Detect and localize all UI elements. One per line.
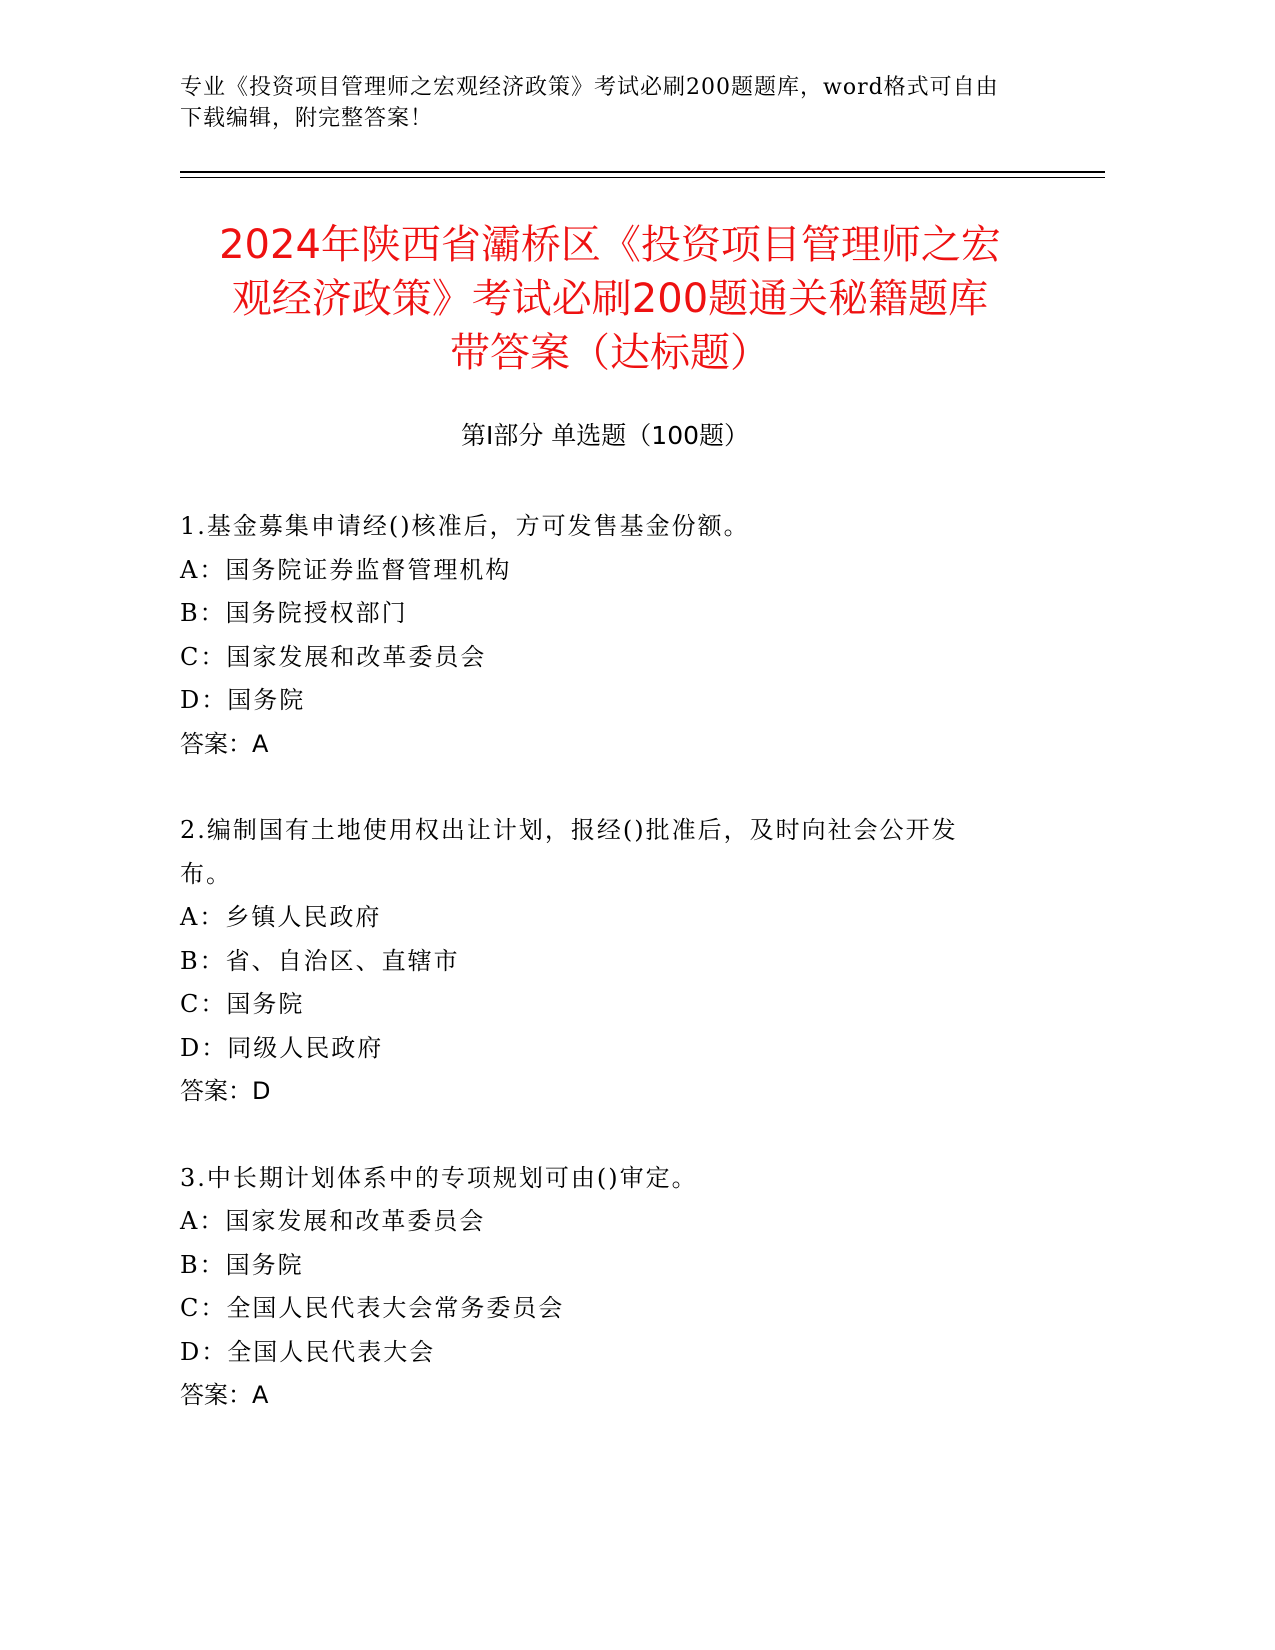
header-divider-thin <box>180 177 1105 178</box>
document-title <box>150 218 1070 380</box>
option-d: D：同级人民政府 <box>180 1033 384 1062</box>
question-3 <box>180 1157 1030 1418</box>
header-line-1: 专业《投资项目管理师之宏观经济政策》考试必刷200题题库，word格式可自由 <box>180 75 999 100</box>
option-c: C：国家发展和改革委员会 <box>180 642 487 671</box>
option-b: B：国务院 <box>180 1250 304 1279</box>
option-d: D：国务院 <box>180 686 306 714</box>
question-2 <box>180 809 1030 1114</box>
header-divider-thick <box>180 171 1105 173</box>
answer: 答案：A <box>180 729 269 758</box>
page-header <box>180 72 1040 134</box>
option-b: B：国务院授权部门 <box>180 599 408 627</box>
option-b: B：省、自治区、直辖市 <box>180 946 460 975</box>
header-line-2: 下载编辑，附完整答案！ <box>180 106 434 131</box>
option-a: A：国家发展和改革委员会 <box>180 1207 486 1235</box>
option-d: D：全国人民代表大会 <box>180 1337 436 1366</box>
title-line-2: 观经济政策》考试必刷200题通关秘籍题库 <box>231 276 989 322</box>
question-stem: 3.中长期计划体系中的专项规划可由()审定。 <box>180 1163 698 1192</box>
option-a: A：国务院证券监督管理机构 <box>180 555 512 584</box>
option-c: C：全国人民代表大会常务委员会 <box>180 1294 565 1322</box>
answer: 答案：A <box>180 1381 269 1409</box>
question-stem-continued: 布。 <box>180 859 232 888</box>
option-c: C：国务院 <box>180 990 305 1018</box>
question-1 <box>180 505 1030 766</box>
question-stem: 2.编制国有土地使用权出让计划，报经()批准后，及时向社会公开发 <box>180 816 958 844</box>
question-list <box>180 505 1030 1461</box>
title-line-1: 2024年陕西省灞桥区《投资项目管理师之宏 <box>219 222 1001 268</box>
section-heading: 第Ⅰ部分 单选题（100题） <box>460 421 750 450</box>
option-a: A：乡镇人民政府 <box>180 903 382 931</box>
title-line-3: 带答案（达标题） <box>450 330 770 376</box>
answer: 答案：D <box>180 1077 271 1105</box>
question-stem: 1.基金募集申请经()核准后，方可发售基金份额。 <box>180 512 750 540</box>
